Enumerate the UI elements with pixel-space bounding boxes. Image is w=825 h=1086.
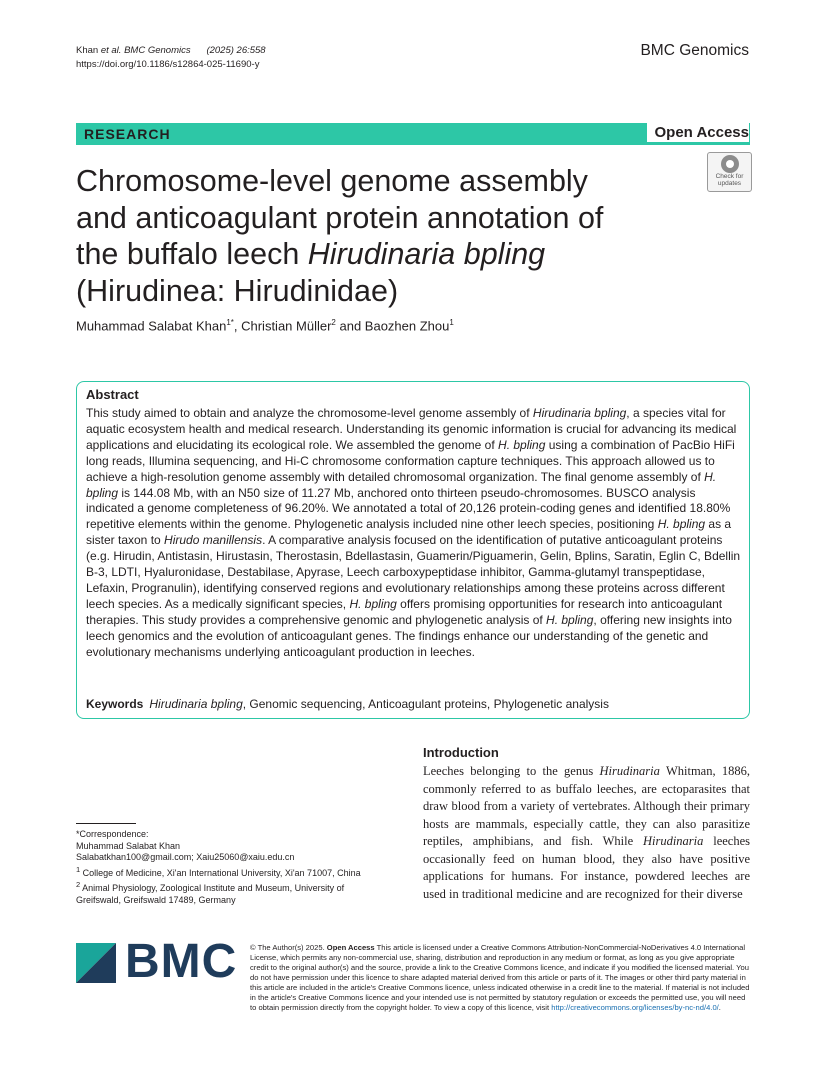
license-open-access: Open Access xyxy=(326,943,375,952)
journal-name: BMC Genomics xyxy=(640,42,749,59)
affiliation-2-number: 2 xyxy=(76,880,81,889)
bmc-logo-text: BMC xyxy=(125,935,238,988)
license-end: . xyxy=(718,1003,721,1012)
open-access-label: Open Access xyxy=(647,123,750,142)
bmc-logo-icon xyxy=(76,943,116,983)
keywords-label: Keywords xyxy=(86,697,144,711)
abstract-species: Hirudinaria bpling xyxy=(532,406,627,420)
title-species: Hirudinaria bpling xyxy=(307,237,546,271)
abstract-species: H. bpling xyxy=(498,437,546,452)
cite-etal: et al. xyxy=(100,45,122,56)
affiliation-1-text: College of Medicine, Xi'an International University, Xi'an 71007, China xyxy=(80,867,361,878)
badge-line-2: updates xyxy=(717,180,742,187)
intro-genus: Hirudinaria xyxy=(599,764,660,778)
intro-text: Leeches belonging to the genus xyxy=(423,764,600,778)
author-separator: and xyxy=(335,318,365,334)
keywords-rest: , Genomic sequencing, Anticoagulant proteins, Phylogenetic analysis xyxy=(242,697,609,711)
abstract-text: as a sister taxon to xyxy=(86,517,732,548)
abstract-text: using a combination of PacBio HiFi long reads, Illumina sequencing, and Hi-C chromosome conformation capture techniques. This approach allowed us to achieve a high-resolution genome assembly with detailed chromosomal organization. The final genome assembly of xyxy=(86,437,735,484)
license-text: This article is licensed under a Creative Commons Attribution-NonCommercial-NoDerivatives 4.0 International License, which permits any non-commercial use, sharing, distribution and reproduction in any medium or format, as long as you give appropriate credit to the original author(s) and the source, provide a link to the Creative Commons licence, and indicate if you modified the licensed material. You do not have permission under this licence to share adapted material derived from this article or parts of it. The images or other third party material in this article are included in the article's Creative Commons licence, unless indicated otherwise in a credit line to the material. If material is not included in the article's Creative Commons licence and your intended use is not permitted by statutory regulation or exceeds the permitted use, you will need to obtain permission directly from the copyright holder. To view a copy of this licence, visit xyxy=(250,943,750,1012)
author-separator: , xyxy=(233,318,242,334)
affiliation-1 xyxy=(76,864,386,880)
article-type-label: RESEARCH xyxy=(84,126,171,142)
abstract-heading: Abstract xyxy=(86,387,139,402)
license-link[interactable]: http://creativecommons.org/licenses/by-nc-nd/4.0/ xyxy=(551,1003,719,1012)
abstract-text: offers promising opportunities for research into anticoagulant therapies. This study provides a comprehensive genomic and phylogenetic analysis of xyxy=(86,596,723,627)
article-title xyxy=(76,163,636,309)
doi-link[interactable]: https://doi.org/10.1186/s12864-025-11690-y xyxy=(76,59,260,70)
abstract-body xyxy=(86,406,742,661)
abstract-species: H. bpling xyxy=(546,612,594,627)
abstract-text: , a species vital for aquatic ecosystem health and medical research. Understanding its genomic information is crucial for advancing its medical applications and elucidating its ecological role. We assembled the genome of xyxy=(86,406,737,452)
cite-year-volume: (2025) 26:558 xyxy=(206,45,266,56)
abstract-text: , offering new insights into leech genomics and the evolution of anticoagulant genes. The findings enhance our understanding of the genetic and evolutionary mechanisms underlying anticoagulant production in leeches. xyxy=(86,612,732,659)
correspondence-name: Muhammad Salabat Khan xyxy=(76,840,181,851)
author-1[interactable]: Muhammad Salabat Khan xyxy=(76,318,227,334)
affiliation-1-number: 1 xyxy=(76,864,81,874)
check-for-updates-badge[interactable] xyxy=(707,152,752,192)
abstract-text: This study aimed to obtain and analyze the chromosome-level genome assembly of xyxy=(86,406,533,420)
intro-text: Whitman, 1886, commonly referred to as buffalo leeches, are ectoparasites that draw blood from a variety of vertebrates. Although their primary hosts are mammals, especially cattle, they can also parasitize reptiles, amphibians, and fish. While xyxy=(423,764,750,848)
author-3-affiliation: 1 xyxy=(449,318,454,327)
intro-genus: Hirudinaria xyxy=(642,834,704,848)
correspondence-block xyxy=(76,829,386,906)
author-1-affiliation: 1* xyxy=(226,318,234,327)
introduction-body xyxy=(423,763,750,903)
affiliation-2 xyxy=(76,879,386,906)
author-list xyxy=(76,318,454,333)
copyright-text: © The Author(s) 2025. xyxy=(250,943,327,952)
footnote-divider xyxy=(76,823,136,824)
keywords xyxy=(86,697,742,711)
author-3[interactable]: Baozhen Zhou xyxy=(364,318,450,334)
license-notice xyxy=(250,943,750,1013)
correspondence-emails[interactable]: Salabatkhan100@gmail.com; Xaiu25060@xaiu.edu.cn xyxy=(76,852,295,862)
citation-block xyxy=(76,44,266,72)
abstract-species: H. bpling xyxy=(657,517,706,532)
correspondence-label: *Correspondence: xyxy=(76,829,149,839)
introduction-heading: Introduction xyxy=(423,745,499,760)
author-2-affiliation: 2 xyxy=(331,318,336,327)
cite-journal: BMC Genomics xyxy=(124,45,191,56)
badge-line-1: Check for xyxy=(715,173,744,180)
affiliation-2-text: Animal Physiology, Zoological Institute and Museum, University of Greifswald, Greifswald 17489, Germany xyxy=(76,883,345,905)
abstract-text: is 144.08 Mb, with an N50 size of 11.27 Mb, anchored onto thirteen pseudo-chromosomes. BUSCO analysis indicated a genome completeness of 96.20%. We annotated a total of 20,126 protein-coding genes and identified 18.80% repetitive elements within the genome. Phylogenetic analysis included nine other leech species, positioning xyxy=(86,485,731,532)
author-2[interactable]: Christian Müller xyxy=(241,318,332,334)
cite-authors: Khan xyxy=(76,45,99,56)
abstract-species: H. bpling xyxy=(86,469,717,500)
abstract-species: Hirudo manillensis xyxy=(164,533,263,548)
title-part-1: Chromosome-level genome assembly and anticoagulant protein annotation of the buffalo leech xyxy=(76,164,604,271)
check-updates-icon xyxy=(721,155,739,173)
abstract-text: . A comparative analysis focused on the identification of putative anticoagulant proteins (e.g. Hirudin, Antistasin, Hirustasin, Therostasin, Bdellastasin, Guamerin/Piguamerin, Gelin, Bplins, Saratin, Eglin C, Bdellin B-3, LDTI, Hyaluronidase, Destabilase, Apyrase, Leech carboxypeptidase inhibitor, Gamma-glutamyl transpeptidase, Lefaxin, Progranulin), identifying conserved regions and evolutionary relationships among these proteins across different leech species. As a medically significant species, xyxy=(86,533,741,611)
keyword-species: Hirudinaria bpling xyxy=(149,697,243,711)
title-part-2: (Hirudinea: Hirudinidae) xyxy=(76,273,399,308)
intro-text: leeches occasionally feed on human blood, they also have positive applications for humans. For instance, powdered leeches are used in traditional medicine and are recognized for their diverse xyxy=(423,834,750,901)
abstract-species: H. bpling xyxy=(349,596,397,611)
